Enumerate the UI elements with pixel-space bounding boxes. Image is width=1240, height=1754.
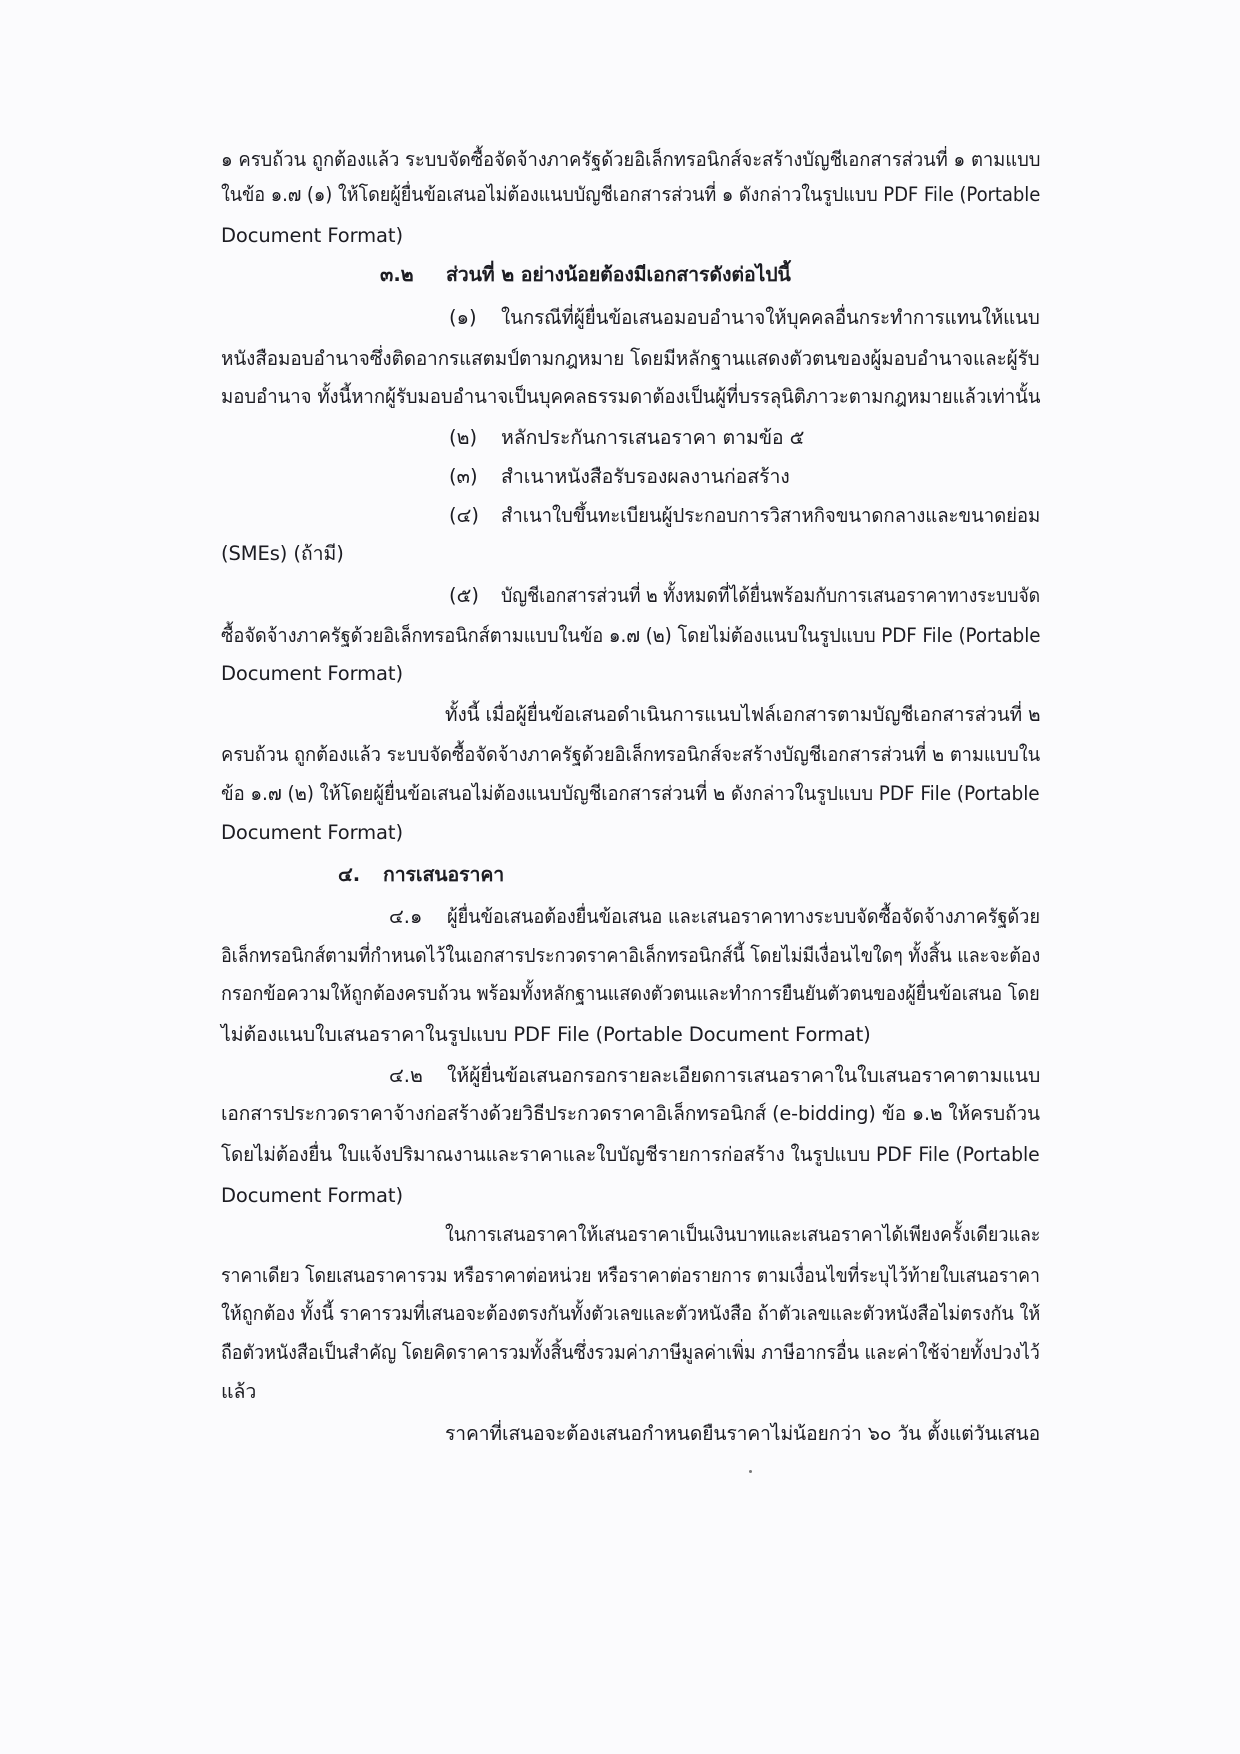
- text-line: สำเนาใบขึ้นทะเบียนผู้ประกอบการวิสาหกิจขนาดกลางและขนาดย่อม: [501, 504, 1041, 527]
- item-number: (๒): [449, 426, 478, 449]
- item-number: (๑): [449, 306, 477, 329]
- text-line: ถือตัวหนังสือเป็นสำคัญ โดยคิดราคารวมทั้งสิ้นซึ่งรวมค่าภาษีมูลค่าเพิ่ม ภาษีอากรอื่น และค่าใช้จ่ายทั้งปวงไว้: [221, 1341, 1040, 1364]
- text-line: ครบถ้วน ถูกต้องแล้ว ระบบจัดซื้อจัดจ้างภาครัฐด้วยอิเล็กทรอนิกส์จะสร้างบัญชีเอกสารส่วนที่ ๒ ตามแบบใน: [221, 743, 1041, 766]
- item-number: (๔): [449, 504, 479, 527]
- text-line: Document Format): [221, 821, 403, 844]
- item-number: (๓): [449, 465, 478, 488]
- text-line: Document Format): [221, 662, 403, 685]
- section-number: ๓.๒: [380, 263, 414, 286]
- text-line: ราคาที่เสนอจะต้องเสนอกำหนดยืนราคาไม่น้อยกว่า ๖๐ วัน ตั้งแต่วันเสนอ: [445, 1422, 1041, 1445]
- text-line: ราคาเดียว โดยเสนอราคารวม หรือราคาต่อหน่วย หรือราคาต่อรายการ ตามเงื่อนไขที่ระบุไว้ท้ายใบเสนอราคา: [221, 1264, 1040, 1287]
- text-line: ซื้อจัดจ้างภาครัฐด้วยอิเล็กทรอนิกส์ตามแบบในข้อ ๑.๗ (๒) โดยไม่ต้องแนบในรูปแบบ PDF File (Portable: [221, 624, 1041, 647]
- text-line: ในการเสนอราคาให้เสนอราคาเป็นเงินบาทและเสนอราคาได้เพียงครั้งเดียวและ: [445, 1223, 1041, 1246]
- text-line: ผู้ยื่นข้อเสนอต้องยื่นข้อเสนอ และเสนอราคาทางระบบจัดซื้อจัดจ้างภาครัฐด้วย: [447, 905, 1040, 928]
- item-number: (๕): [449, 584, 479, 607]
- text-line: Document Format): [221, 224, 403, 247]
- text-line: โดยไม่ต้องยื่น ใบแจ้งปริมาณงานและราคาและใบบัญชีรายการก่อสร้าง ในรูปแบบ PDF File (Portable: [221, 1143, 1040, 1166]
- text-line: ในกรณีที่ผู้ยื่นข้อเสนอมอบอำนาจให้บุคคลอื่นกระทำการแทนให้แนบ: [501, 306, 1040, 329]
- text-line: มอบอำนาจ ทั้งนี้หากผู้รับมอบอำนาจเป็นบุคคลธรรมดาต้องเป็นผู้ที่บรรลุนิติภาวะตามกฎหมายแล้วเท่านั้น: [221, 385, 1041, 408]
- text-line: หลักประกันการเสนอราคา ตามข้อ ๕: [501, 426, 805, 449]
- text-line: อิเล็กทรอนิกส์ตามที่กำหนดไว้ในเอกสารประกวดราคาอิเล็กทรอนิกส์นี้ โดยไม่มีเงื่อนไขใดๆ ทั้งสิ้น และจะต้อง: [221, 944, 1041, 967]
- subsection-number: ๔.๑: [389, 905, 423, 928]
- text-line: ข้อ ๑.๗ (๒) ให้โดยผู้ยื่นข้อเสนอไม่ต้องแนบบัญชีเอกสารส่วนที่ ๒ ดังกล่าวในรูปแบบ PDF File (Portable: [221, 782, 1040, 805]
- subsection-number: ๔.๒: [389, 1064, 423, 1087]
- text-line: ให้ผู้ยื่นข้อเสนอกรอกรายละเอียดการเสนอราคาในใบเสนอราคาตามแนบ: [447, 1064, 1041, 1087]
- section-number: ๔.: [338, 863, 361, 886]
- text-line: แล้ว: [221, 1380, 257, 1403]
- text-line: (SMEs) (ถ้ามี): [221, 542, 344, 565]
- scan-speck: [749, 1470, 752, 1473]
- text-line: เอกสารประกวดราคาจ้างก่อสร้างด้วยวิธีประกวดราคาอิเล็กทรอนิกส์ (e-bidding) ข้อ ๑.๒ ให้ครบถ้วน: [221, 1102, 1040, 1125]
- text-line: ในข้อ ๑.๗ (๑) ให้โดยผู้ยื่นข้อเสนอไม่ต้องแนบบัญชีเอกสารส่วนที่ ๑ ดังกล่าวในรูปแบบ PDF File (Portable: [221, 183, 1041, 206]
- section-heading: ส่วนที่ ๒ อย่างน้อยต้องมีเอกสารดังต่อไปนี้: [446, 263, 791, 286]
- text-line: ทั้งนี้ เมื่อผู้ยื่นข้อเสนอดำเนินการแนบไฟล์เอกสารตามบัญชีเอกสารส่วนที่ ๒: [445, 703, 1041, 726]
- text-line: ๑ ครบถ้วน ถูกต้องแล้ว ระบบจัดซื้อจัดจ้างภาครัฐด้วยอิเล็กทรอนิกส์จะสร้างบัญชีเอกสารส่วนที่ ๑ ตามแบบ: [221, 148, 1041, 171]
- text-line: หนังสือมอบอำนาจซึ่งติดอากรแสตมป์ตามกฎหมาย โดยมีหลักฐานแสดงตัวตนของผู้มอบอำนาจและผู้รับ: [221, 347, 1040, 370]
- section-heading: การเสนอราคา: [383, 863, 505, 886]
- text-line: กรอกข้อความให้ถูกต้องครบถ้วน พร้อมทั้งหลักฐานแสดงตัวตนและทำการยืนยันตัวตนของผู้ยื่นข้อเสนอ โดย: [221, 982, 1040, 1005]
- text-line: ไม่ต้องแนบใบเสนอราคาในรูปแบบ PDF File (Portable Document Format): [221, 1023, 871, 1046]
- text-line: บัญชีเอกสารส่วนที่ ๒ ทั้งหมดที่ได้ยื่นพร้อมกับการเสนอราคาทางระบบจัด: [501, 584, 1041, 607]
- text-line: Document Format): [221, 1184, 403, 1207]
- text-line: ให้ถูกต้อง ทั้งนี้ ราคารวมที่เสนอจะต้องตรงกันทั้งตัวเลขและตัวหนังสือ ถ้าตัวเลขและตัวหนังสือไม่ตรงกัน ให้: [221, 1302, 1041, 1325]
- text-line: สำเนาหนังสือรับรองผลงานก่อสร้าง: [501, 465, 790, 488]
